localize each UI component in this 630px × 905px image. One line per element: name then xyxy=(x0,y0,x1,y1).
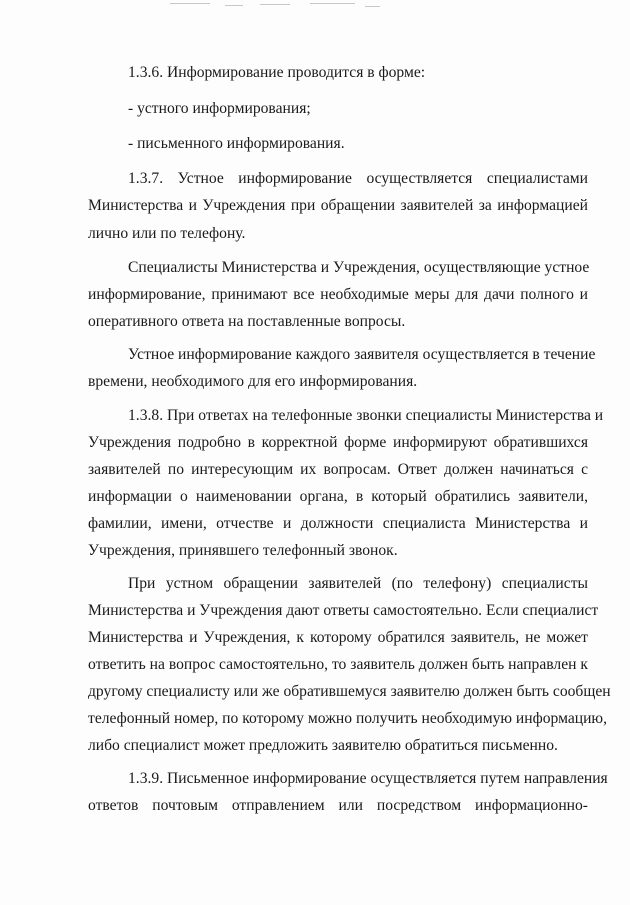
paragraph-1-3-7-line-3: лично или по телефону. xyxy=(88,225,246,242)
paragraph-1-3-8-line-4: информации о наименовании органа, в который обратились заявители, xyxy=(88,488,588,505)
paragraph-oral-request-line-6: телефонный номер, по которому можно получить необходимую информацию, xyxy=(88,710,607,727)
paragraph-1-3-9-line-2: ответов почтовым отправлением или посредством информационно- xyxy=(88,797,588,814)
scan-artifacts xyxy=(170,0,390,12)
paragraph-specialists-line-3: оперативного ответа на поставленные вопросы. xyxy=(88,313,406,330)
paragraph-1-3-7-line-2: Министерства и Учреждения при обращении заявителей за информацией xyxy=(88,197,588,214)
paragraph-specialists-line-2: информирование, принимают все необходимые меры для дачи полного и xyxy=(88,286,588,303)
paragraph-1-3-8-line-3: заявителей по интересующим их вопросам. Ответ должен начинаться с xyxy=(88,461,588,478)
paragraph-oral-request-line-5: другому специалисту или же обратившемуся заявителю должен быть сообщен xyxy=(88,683,611,700)
paragraph-oral-request-line-7: либо специалист может предложить заявителю обратиться письменно. xyxy=(88,737,558,754)
paragraph-oral-request-line-3: Министерства и Учреждения, к которому обратился заявитель, не может xyxy=(88,629,588,646)
paragraph-1-3-8-line-5: фамилии, имени, отчестве и должности специалиста Министерства и xyxy=(88,515,588,532)
paragraph-oral-request-line-2: Министерства и Учреждения дают ответы самостоятельно. Если специалист xyxy=(88,602,599,619)
paragraph-specialists-line-1: Специалисты Министерства и Учреждения, осуществляющие устное xyxy=(128,259,590,276)
list-item-written: - письменного информирования. xyxy=(128,135,345,152)
paragraph-1-3-8-line-2: Учреждения подробно в корректной форме информируют обратившихся xyxy=(88,434,588,451)
paragraph-oral-request-line-4: ответить на вопрос самостоятельно, то заявитель должен быть направлен к xyxy=(88,656,588,673)
list-item-oral: - устного информирования; xyxy=(128,100,311,117)
paragraph-1-3-8-line-1: 1.3.8. При ответах на телефонные звонки специалисты Министерства и xyxy=(128,407,604,424)
paragraph-1-3-7-line-1: 1.3.7. Устное информирование осуществляется специалистами xyxy=(128,170,588,187)
paragraph-oral-time-line-1: Устное информирование каждого заявителя осуществляется в течение xyxy=(128,346,596,363)
paragraph-1-3-6: 1.3.6. Информирование проводится в форме: xyxy=(128,64,426,81)
paragraph-1-3-8-line-6: Учреждения, принявшего телефонный звонок. xyxy=(88,542,398,559)
paragraph-1-3-9-line-1: 1.3.9. Письменное информирование осуществляется путем направления xyxy=(128,770,608,787)
paragraph-oral-request-line-1: При устном обращении заявителей (по телефону) специалисты xyxy=(128,575,588,592)
paragraph-oral-time-line-2: времени, необходимого для его информирования. xyxy=(88,373,418,390)
